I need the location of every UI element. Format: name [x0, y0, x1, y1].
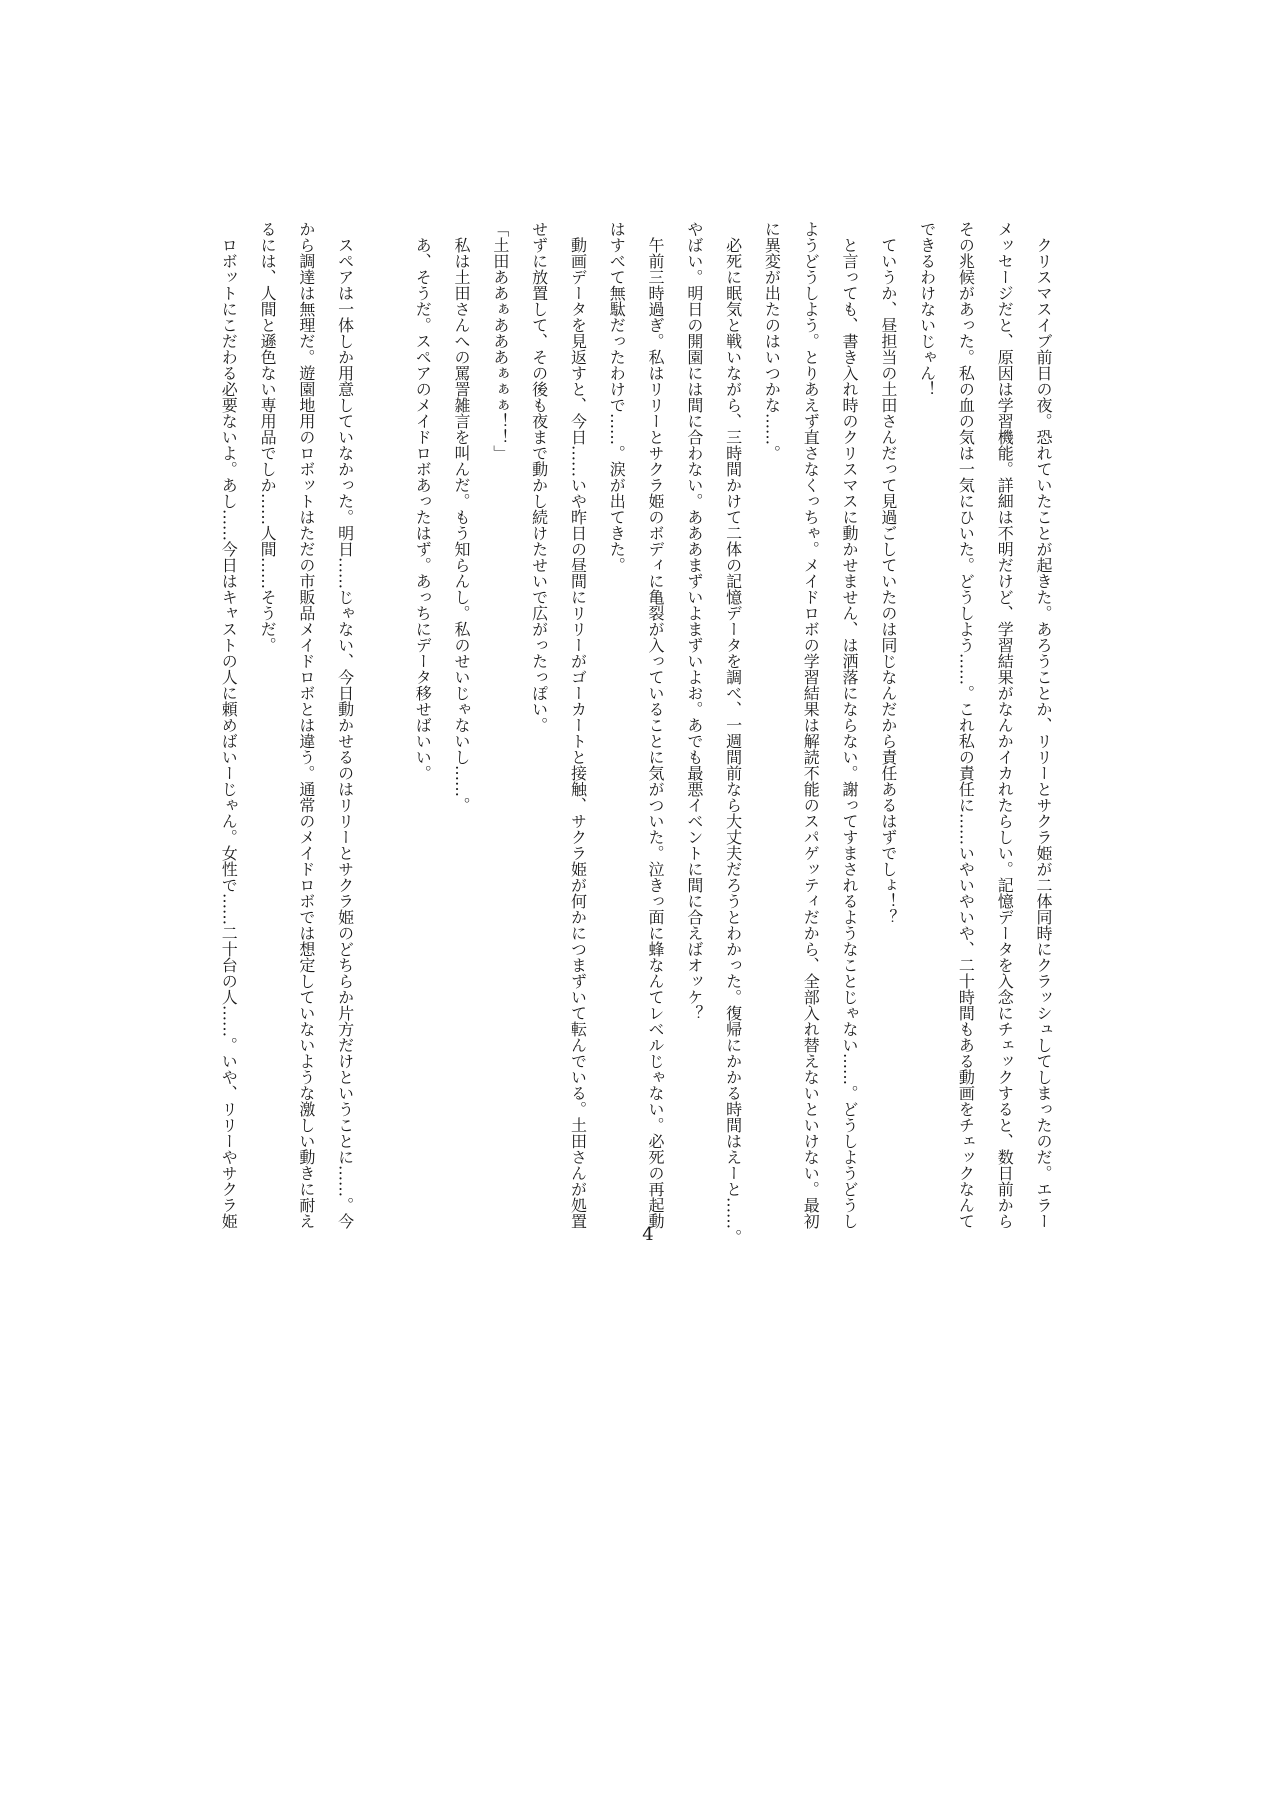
vertical-body-text: [208, 221, 1062, 1245]
text-line: 必死に眠気と戦いながら、三時間かけて二体の記憶データを調べ、一週間前なら大丈夫だろうとわかった。復帰にかかる時間はえーと……。: [723, 237, 743, 1245]
text-line: ていうか、昼担当の土田さんだって見過ごしていたのは同じなんだから責任あるはずでしょ！？: [878, 237, 898, 925]
text-line: その兆候があった。私の血の気は一気にひいた。どうしよう……。これ私の責任に……いやいやいや、二十時間もある動画をチェックなんて: [956, 221, 976, 1229]
text-line: ロボットにこだわる必要ないよ。あし……今日はキャストの人に頼めばいーじゃん。女性で……二十台の人……。いや、リリーやサクラ姫: [219, 237, 239, 1229]
text-line: メッセージだと、原因は学習機能。詳細は不明だけど、学習結果がなんかイカれたらしい。記憶データを入念にチェックすると、数日前から: [995, 221, 1015, 1229]
text-line: クリスマスイブ前日の夜。恐れていたことが起きた。あろうことか、リリーとサクラ姫が二体同時にクラッシュしてしまったのだ。エラー: [1034, 237, 1053, 1229]
text-line: から調達は無理だ。遊園地用のロボットはただの市販品メイドロボとは違う。通常のメイドロボでは想定していないような激しい動きに耐え: [296, 221, 316, 1229]
blank-line: [364, 221, 403, 1213]
text-line: 動画データを見返すと、今日……いや昨日の昼間にリリーがゴーカートと接触、サクラ姫が何かにつまずいて転んでいる。土田さんが処置: [568, 237, 588, 1229]
text-line: せずに放置して、その後も夜まで動かし続けたせいで広がったっぽい。: [529, 221, 549, 733]
text-line: ようどうしよう。とりあえず直さなくっちゃ。メイドロボの学習結果は解読不能のスパゲッティだから、全部入れ替えないといけない。最初: [801, 221, 821, 1229]
text-line: やばい。明日の開園には間に合わない。あああまずいよまずいよお。あでも最悪イベントに間に合えばオッケ？: [684, 221, 704, 1021]
text-line: スペアは一体しか用意していなかった。明日……じゃない、今日動かせるのはリリーとサクラ姫のどちらか片方だけということに……。今: [335, 237, 355, 1229]
text-line: と言っても、書き入れ時のクリスマスに動かせません、は洒落にならない。謝ってすまされるようなことじゃない……。どうしようどうし: [840, 237, 860, 1229]
text-line: 午前三時過ぎ。私はリリーとサクラ姫のボディに亀裂が入っていることに気がついた。泣きっ面に蜂なんてレベルじゃない。必死の再起動: [646, 237, 666, 1229]
page-number: 4: [642, 1224, 654, 1245]
text-line: るには、人間と遜色ない専用品でしか……人間……そうだ。: [258, 221, 278, 653]
text-line: 私は土田さんへの罵詈雑言を叫んだ。もう知らんし。私のせいじゃないし……。: [452, 237, 472, 813]
text-line: 「土田ああぁあああぁぁぁ！！」: [490, 221, 510, 461]
text-line: はすべて無駄だったわけで……。涙が出てきた。: [607, 221, 627, 573]
text-line: に異変が出たのはいつかな……。: [762, 221, 782, 461]
text-line: あ、そうだ。スペアのメイドロボあったはず。あっちにデータ移せばいい。: [413, 237, 433, 781]
text-line: できるわけないじゃん！: [917, 221, 937, 397]
